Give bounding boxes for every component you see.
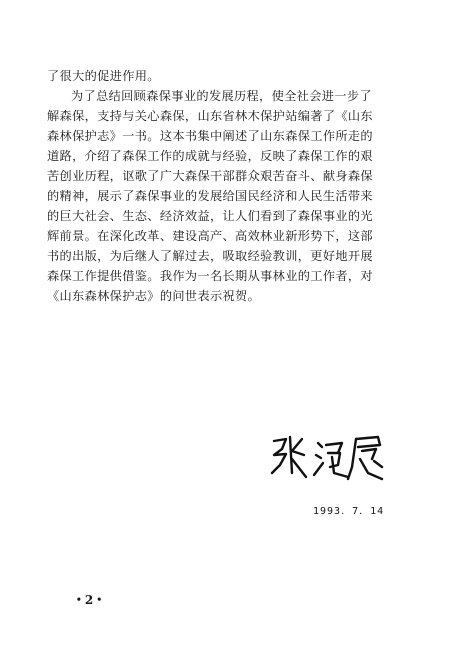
page-number-value: 2 [84,593,94,607]
body-text-line: 的巨大社会、生态、经济效益，让人们看到了森保事业的光 [47,209,373,223]
body-text-line: 《山东森林保护志》的问世表示祝贺。 [47,289,261,303]
body-text-line: 森保工作提供借鉴。我作为一名长期从事林业的工作者，对 [47,269,373,283]
bullet-dot: • [76,595,85,606]
body-text-line: 书的出版，为后继人了解过去，吸取经验教训，更好地开展 [47,249,373,263]
body-text-line: 辉前景。在深化改革、建设高产、高效林业新形势下，这部 [47,229,373,243]
paragraph-first-line: 为了总结回顾森保事业的发展历程，使全社会进一步了 [71,89,372,103]
body-text-line: 的精神，展示了森保事业的发展给国民经济和人民生活带来 [47,189,373,203]
body-text-line: 苦创业历程，讴歌了广大森保干部群众艰苦奋斗、献身森保 [47,169,373,183]
page-number [76,593,102,607]
body-text-line: 解森保，支持与关心森保，山东省林木保护站编著了《山东 [47,109,373,123]
body-text-line: 道路，介绍了森保工作的成就与经验，反映了森保工作的艰 [47,149,373,163]
body-text-line: 森林保护志》一书。这本书集中阐述了山东森保工作所走的 [47,129,373,143]
date-line: 1993．7．14 [313,506,385,517]
handwritten-signature [268,433,388,488]
bullet-dot: • [93,595,103,606]
body-text-line: 了很大的促进作用。 [47,69,160,83]
